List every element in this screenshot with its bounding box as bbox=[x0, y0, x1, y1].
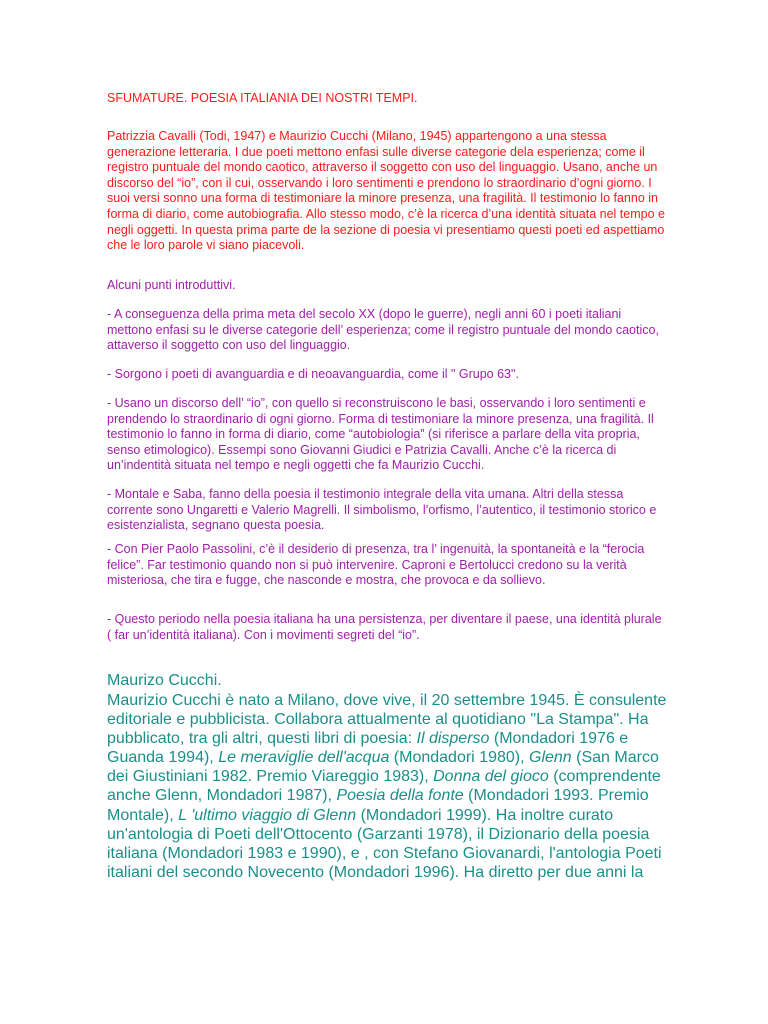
book-title: Glenn bbox=[529, 749, 572, 767]
book-title: Le meraviglie dell'acqua bbox=[218, 749, 390, 767]
book-title: Donna del gioco bbox=[433, 768, 549, 786]
bio-text: (comprendente anche Glenn, Mondadori 1987), bbox=[107, 768, 661, 805]
book-title: L 'ultimo viaggio di Glenn bbox=[178, 806, 357, 824]
book-title: Poesia della fonte bbox=[336, 787, 464, 805]
bio-text: (San Marco dei Giustiniani 1982. Premio Viareggio 1983), bbox=[107, 749, 659, 786]
book-title: Il disperso bbox=[416, 730, 490, 748]
point-paragraph: - Sorgono i poeti di avanguardia e di neoavanguardia, come il " Grupo 63". bbox=[107, 367, 519, 381]
point-paragraph: - Con Pier Paolo Passolini, c’è il desiderio di presenza, tra l’ ingenuità, la spontaneità e la “ferocia felice”. Far testimonio quando non si può intervenire. Caproni e Bertolucci credono su la verità misteriosa, che tira e fugge, che nasconde e mostra, che provoca e da sollievo. bbox=[107, 542, 645, 588]
bio-paragraph bbox=[107, 691, 667, 882]
section-heading: Alcuni punti introduttivi. bbox=[107, 278, 236, 292]
bio-text: (Mondadori 1980), bbox=[389, 749, 529, 767]
bio-heading: Maurizo Cucchi. bbox=[107, 672, 222, 689]
point-paragraph: - A conseguenza della prima meta del secolo XX (dopo le guerre), negli anni 60 i poeti italiani mettono enfasi su le diverse categorie dell’ esperienza; come il registro puntuale del mondo caotico, attaverso il soggetto con uso del linguaggio. bbox=[107, 307, 659, 353]
point-paragraph: - Usano un discorso dell’ “io”, con quello si reconstruiscono le basi, osservando i loro sentimenti e prendendo lo straordinario di ogni giorno. Forma di testimoniare la minore presenza, una fragilità. Il testimonio lo fanno in forma di diario, come “autobiologia” (si riferisce a parlare della vita propria, senso etimologico). Essempi sono Giovanni Giudici e Patrizia Cavalli. Anche c’è la ricerca di un’indentità situata nel tempo e negli oggetti che fa Maurizio Cucchi. bbox=[107, 396, 654, 473]
bio-text: Maurizio Cucchi è nato a Milano, dove vive, il 20 settembre 1945. È consulente editoriale e pubblicista. Collabora attualmente al quotidiano "La Stampa". Ha pubblicato, tra gli altri, questi libri di poesia: bbox=[107, 692, 667, 748]
intro-paragraph: Patrizzia Cavalli (Todi, 1947) e Maurizio Cucchi (Milano, 1945) appartengono a una stessa generazione letteraria. I due poeti mettono enfasi sulle diverse categorie dela esperienza; come il registro puntuale del mondo caotico, attraverso il soggetto con uso del linguaggio. Usano, anche un discorso del “io”, con il cui, osservando i loro sentimenti e prendono lo straordinario d’ogni giorno. I suoi versi sonno una forma di testimoniare la minore presenza, una fragilità. Il testimonio lo fanno in forma di diario, come autobiografia. Allo stesso modo, c’è la ricerca d’una identità situata nel tempo e negli oggetti. In questa prima parte de la sezione di poesia vi presentiamo questi poeti ed aspettiamo che le loro parole vi siano piacevoli. bbox=[107, 129, 665, 253]
point-paragraph: - Montale e Saba, fanno della poesia il testimonio integrale della vita umana. Altri della stessa corrente sono Ungaretti e Valerio Magrelli. Il simbolismo, l’orfismo, l’autentico, il testimonio storico e esistenzialista, segnano questa poesia. bbox=[107, 487, 657, 533]
document-title: SFUMATURE. POESIA ITALIANIA DEI NOSTRI TEMPI. bbox=[107, 91, 418, 105]
point-paragraph: - Questo periodo nella poesia italiana ha una persistenza, per diventare il paese, una identità plurale ( far un’identità italiana). Con i movimenti segreti del “io”. bbox=[107, 612, 662, 642]
bio-text: (Mondadori 1976 e Guanda 1994), bbox=[107, 730, 629, 767]
bio-text: (Mondadori 1993. Premio Montale), bbox=[107, 787, 649, 824]
bio-text: (Mondadori 1999). Ha inoltre curato un'antologia di Poeti dell'Ottocento (Garzanti 1978), il Dizionario della poesia italiana (Mondadori 1983 e 1990), e , con Stefano Giovanardi, l'antologia Poeti italiani del secondo Novecento (Mondadori 1996). Ha diretto per due anni la bbox=[107, 806, 662, 881]
